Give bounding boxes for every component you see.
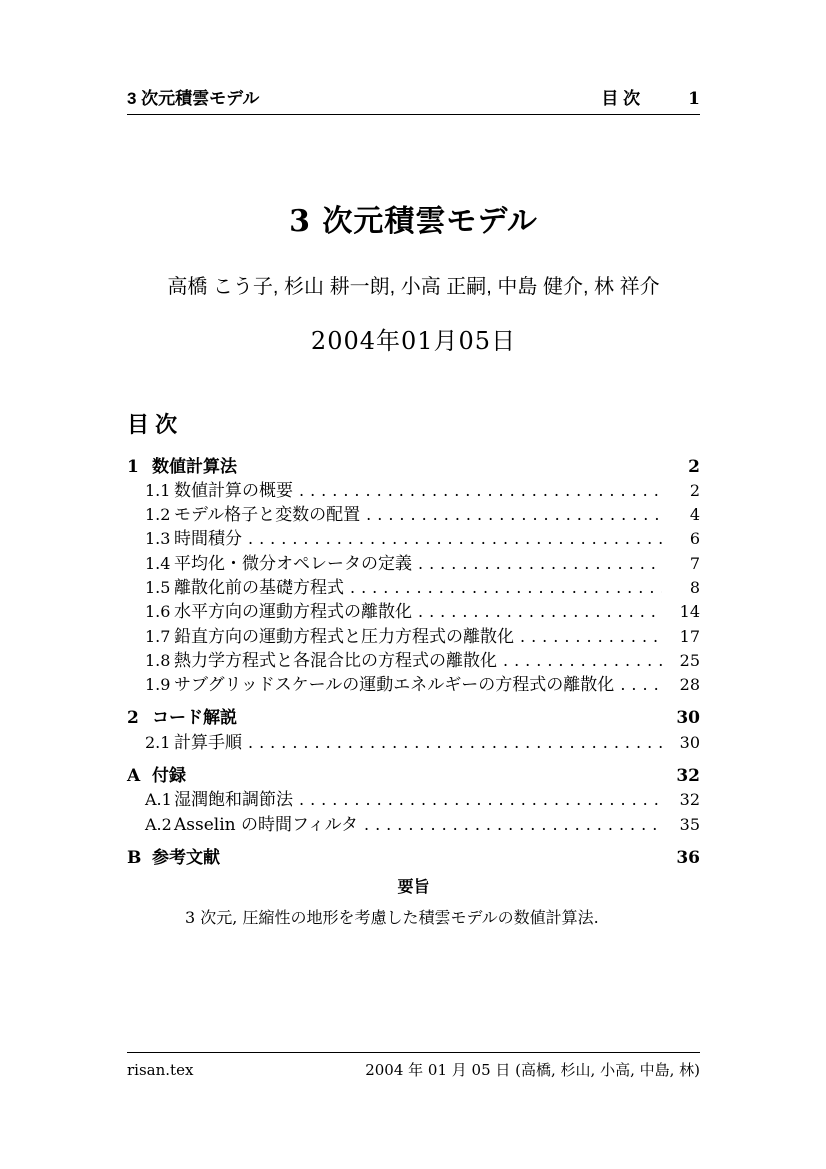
abstract-text: 3 次元, 圧縮性の地形を考慮した積雲モデルの数値計算法. bbox=[185, 908, 599, 928]
toc-entry-title: 参考文献 bbox=[152, 847, 220, 867]
running-header-section-label: 目 次 bbox=[601, 89, 641, 108]
footer-date-authors: 2004 年 01 月 05 日 (高橋, 杉山, 小高, 中島, 林) bbox=[365, 1061, 700, 1079]
toc-entry-title: 平均化・微分オペレータの定義 bbox=[174, 553, 412, 574]
toc-entry bbox=[127, 706, 700, 730]
document-title: 3 次元積雲モデル bbox=[289, 204, 538, 239]
toc-entry-number: 1.4 bbox=[145, 553, 171, 573]
toc-entry-page-number: 30 bbox=[676, 708, 700, 729]
toc-entry-page-number: 36 bbox=[676, 847, 700, 868]
toc-entry-number: 1.3 bbox=[145, 529, 171, 549]
toc-entry-number: 1.5 bbox=[145, 577, 171, 597]
toc-entry bbox=[127, 788, 700, 812]
toc-entry bbox=[127, 813, 700, 837]
toc-entry-number: A.1 bbox=[145, 790, 172, 810]
toc-leader-dots bbox=[418, 600, 662, 624]
toc-entry-page-number: 32 bbox=[679, 790, 700, 810]
toc-entry-number: A.2 bbox=[145, 814, 172, 834]
toc-entry-number: 1.9 bbox=[145, 675, 171, 695]
toc-entry-page-number: 35 bbox=[679, 814, 700, 834]
toc-entry-page-number: 2 bbox=[689, 480, 700, 500]
toc-entry bbox=[127, 673, 700, 697]
table-of-contents bbox=[127, 455, 700, 871]
toc-entry bbox=[127, 731, 700, 755]
toc-entry-page-number: 4 bbox=[689, 505, 700, 525]
toc-entry bbox=[127, 846, 700, 870]
toc-entry bbox=[127, 649, 700, 673]
toc-entry bbox=[127, 600, 700, 624]
footer-filename: risan.tex bbox=[127, 1061, 194, 1079]
toc-leader-dots bbox=[520, 625, 662, 649]
toc-entry-number: 2 bbox=[127, 708, 139, 729]
toc-leader-dots bbox=[503, 649, 662, 673]
toc-entry-page-number: 2 bbox=[688, 456, 700, 477]
toc-entry-page-number: 8 bbox=[689, 577, 700, 597]
toc-entry bbox=[127, 455, 700, 479]
toc-entry-title: モデル格子と変数の配置 bbox=[174, 505, 361, 526]
toc-entry-number: B bbox=[127, 847, 142, 868]
toc-entry bbox=[127, 625, 700, 649]
toc-leader-dots bbox=[299, 479, 662, 503]
toc-leader-dots bbox=[364, 813, 662, 837]
toc-leader-dots bbox=[350, 576, 662, 600]
toc-entry-page-number: 32 bbox=[676, 766, 700, 787]
toc-heading: 目 次 bbox=[127, 411, 178, 437]
date-line: 2004年01月05日 bbox=[310, 326, 517, 355]
running-header bbox=[127, 84, 700, 115]
toc-entry-title: 離散化前の基礎方程式 bbox=[174, 577, 344, 598]
toc-entry-title: サブグリッドスケールの運動エネルギーの方程式の離散化 bbox=[174, 675, 615, 696]
abstract-section bbox=[167, 874, 660, 929]
page-footer bbox=[127, 1052, 700, 1080]
running-header-page-number: 1 bbox=[688, 89, 700, 109]
toc-entry-title: 時間積分 bbox=[174, 529, 242, 550]
toc-entry bbox=[127, 552, 700, 576]
toc-entry-number: 1.1 bbox=[145, 480, 171, 500]
toc-entry-number: 1.2 bbox=[145, 505, 171, 525]
toc-leader-dots bbox=[366, 503, 662, 527]
toc-entry-title: 計算手順 bbox=[174, 732, 242, 753]
toc-entry-page-number: 17 bbox=[679, 626, 700, 646]
toc-entry bbox=[127, 764, 700, 788]
toc-entry-title: コード解説 bbox=[152, 708, 237, 728]
abstract-heading: 要旨 bbox=[397, 879, 430, 897]
toc-entry-page-number: 14 bbox=[679, 602, 700, 622]
toc-entry bbox=[127, 576, 700, 600]
toc-entry-title: 湿潤飽和調節法 bbox=[174, 790, 293, 811]
toc-entry-title: 水平方向の運動方程式の離散化 bbox=[174, 602, 412, 623]
toc-entry-title: Asselin の時間フィルタ bbox=[174, 814, 358, 835]
toc-entry bbox=[127, 503, 700, 527]
toc-entry bbox=[127, 479, 700, 503]
toc-entry bbox=[127, 527, 700, 551]
toc-entry-page-number: 28 bbox=[679, 675, 700, 695]
toc-leader-dots bbox=[418, 552, 662, 576]
toc-entry-page-number: 6 bbox=[689, 529, 700, 549]
toc-entry-number: A bbox=[127, 766, 141, 787]
toc-entry-title: 数値計算の概要 bbox=[174, 480, 293, 501]
toc-leader-dots bbox=[620, 673, 662, 697]
running-header-right bbox=[601, 84, 700, 109]
toc-leader-dots bbox=[248, 731, 662, 755]
author-line: 高橋 こう子, 杉山 耕一朗, 小高 正嗣, 中島 健介, 林 祥介 bbox=[167, 275, 660, 298]
toc-entry-title: 数値計算法 bbox=[152, 456, 237, 476]
toc-entry-page-number: 25 bbox=[679, 650, 700, 670]
toc-entry-number: 1.8 bbox=[145, 650, 171, 670]
running-header-title: 3 次元積雲モデル bbox=[127, 89, 260, 108]
toc-entry-title: 付録 bbox=[152, 766, 186, 786]
toc-entry-number: 1 bbox=[127, 456, 139, 477]
toc-leader-dots bbox=[248, 527, 662, 551]
toc-entry-number: 1.6 bbox=[145, 602, 171, 622]
toc-entry-number: 1.7 bbox=[145, 626, 171, 646]
toc-entry-number: 2.1 bbox=[145, 732, 171, 752]
toc-entry-page-number: 7 bbox=[689, 553, 700, 573]
toc-entry-title: 熱力学方程式と各混合比の方程式の離散化 bbox=[174, 650, 497, 671]
toc-leader-dots bbox=[299, 788, 662, 812]
toc-entry-title: 鉛直方向の運動方程式と圧力方程式の離散化 bbox=[174, 626, 514, 647]
toc-entry-page-number: 30 bbox=[679, 732, 700, 752]
